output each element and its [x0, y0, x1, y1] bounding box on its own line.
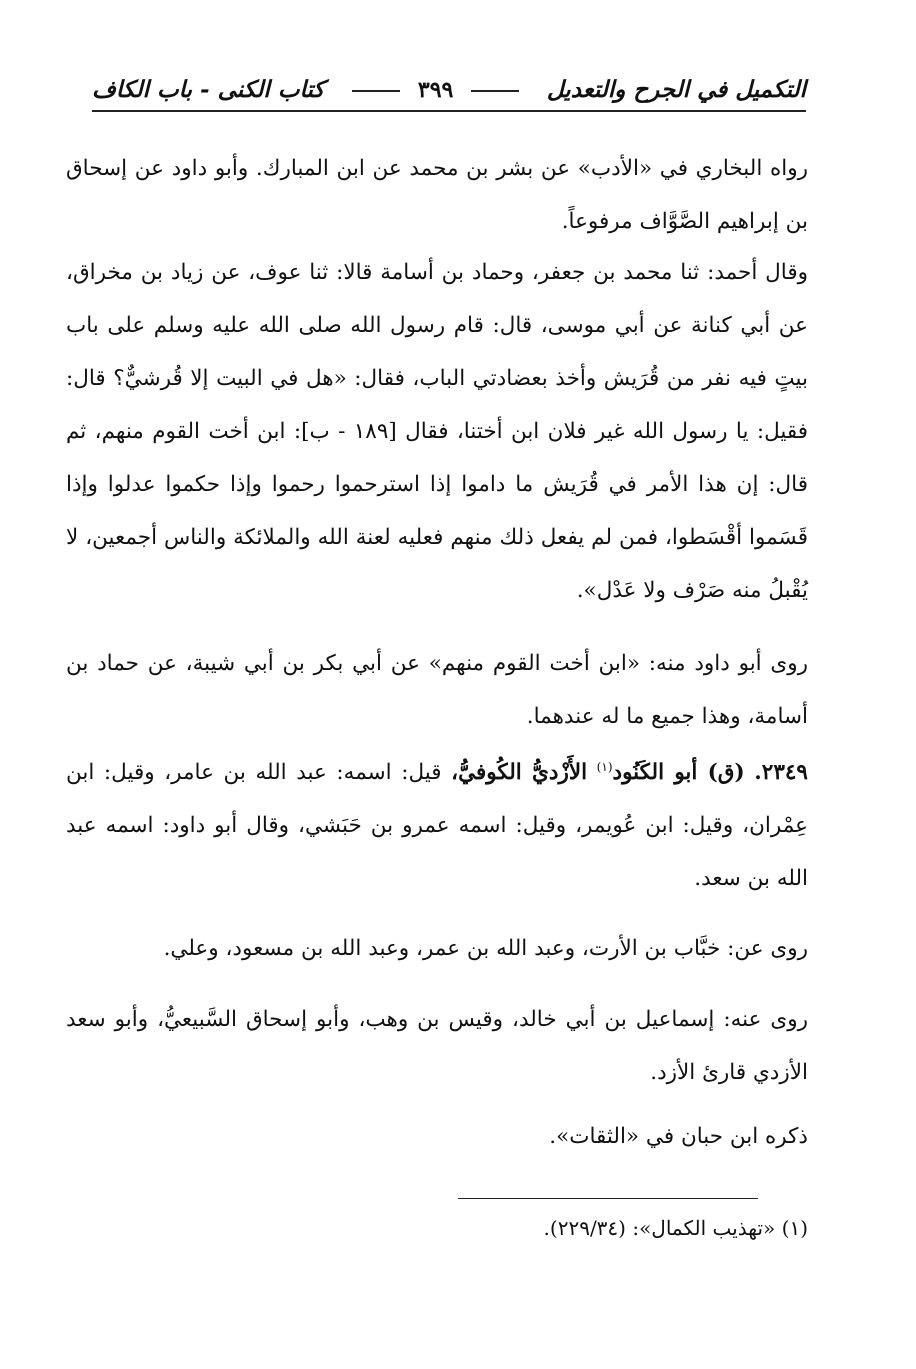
paragraph-3: روى أبو داود منه: «ابن أخت القوم منهم» عن أبي بكر بن أبي شيبة، عن حماد بن أسامة، وهذا جميع ما له عندهما.	[66, 651, 808, 729]
footnote-ref: (١)	[596, 760, 613, 774]
footnote-separator	[458, 1198, 758, 1199]
paragraph-2: وقال أحمد: ثنا محمد بن جعفر، وحماد بن أسامة قالا: ثنا عوف، عن زياد بن مخراق، عن أبي كنانة عن أبي موسى، قال: قام رسول الله صلى الله عليه وسلم على باب بيتٍ فيه نفر من قُرَيش وأخذ بعضادتي الباب، فقال: «هل في البيت إلا قُرشيٌّ؟ قال: فقيل: يا رسول الله غير فلان ابن أختنا، فقال [١٨٩ - ب]: ابن أخت القوم منهم، ثم قال: إن هذا الأمر في قُرَيش ما داموا إذا استرحموا رحموا وإذا حكموا عدلوا وإذا قَسَموا أقْسَطوا، فمن لم يفعل ذلك منهم فعليه لعنة الله والملائكة والناس أجمعين، لا يُقْبلُ منه صَرْف ولا عَدْل».	[66, 260, 809, 603]
book-title: التكميل في الجرح والتعديل	[546, 75, 806, 103]
ibn-hibban-note	[66, 1110, 808, 1163]
paragraph-1: رواه البخاري في «الأدب» عن بشر بن محمد عن ابن المبارك. وأبو داود عن إسحاق بن إبراهيم الصَّوَّاف مرفوعاً.	[66, 156, 808, 234]
paragraph-5: روى عن: خبَّاب بن الأرت، وعبد الله بن عمر، وعبد الله بن مسعود، وعلي.	[163, 936, 808, 961]
header-dash	[471, 90, 519, 92]
entry-number: ٢٣٤٩.	[754, 760, 808, 786]
paragraph-6: روى عنه: إسماعيل بن أبي خالد، وقيس بن وهب، وأبو إسحاق السَّبيعيُّ، وأبو سعد الأزدي قارئ الأزد.	[66, 1007, 808, 1085]
narrators-to	[66, 993, 808, 1099]
footnote-text: (١) «تهذيب الكمال»: (٢٢٩/٣٤).	[543, 1216, 808, 1240]
entry-text: قيل: اسمه: عبد الله بن عامر، وقيل: ابن عِمْران، وقيل: ابن عُويمر، وقيل: اسمه عمرو بن حَبَشي، وقال أبو داود: اسمه عبد الله بن سعد.	[66, 760, 808, 892]
paragraph-7: ذكره ابن حبان في «الثقات».	[549, 1124, 808, 1149]
entry-paragraph	[66, 741, 808, 905]
header-dash	[352, 90, 400, 92]
section-title: كتاب الكنى - باب الكاف	[92, 75, 325, 103]
entry-name: (ق) أبو الكَنُود	[612, 760, 745, 786]
narrators-from	[66, 922, 808, 975]
main-text-3	[66, 637, 808, 743]
header-center	[342, 76, 529, 103]
main-text	[66, 142, 808, 248]
page-number: ٣٩٩	[417, 76, 454, 103]
footnote	[300, 1210, 808, 1246]
running-header	[92, 72, 806, 112]
main-text-2	[66, 246, 808, 617]
entry-nisba: الأَزْديُّ الكُوفيُّ،	[451, 760, 588, 786]
biography-entry	[66, 741, 808, 905]
